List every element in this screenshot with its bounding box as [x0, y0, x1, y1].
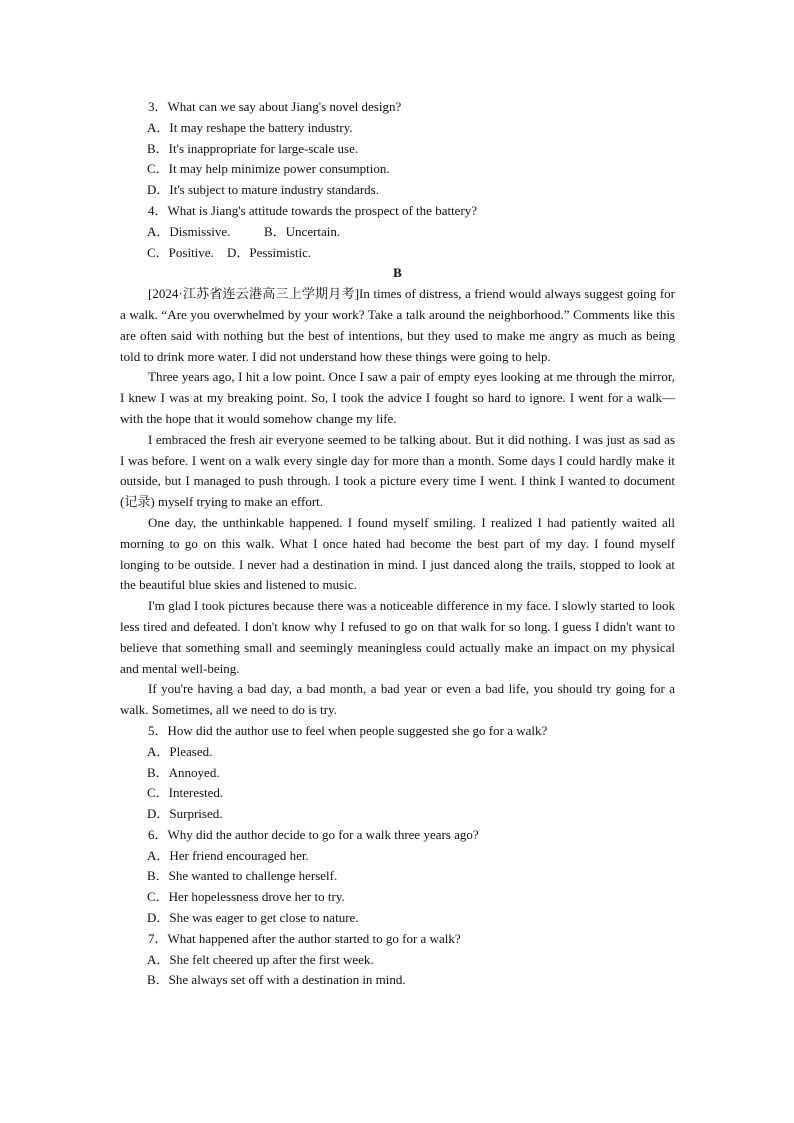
question-7-stem: 7．What happened after the author started to go for a walk?	[148, 930, 461, 946]
passage-paragraph-6: If you're having a bad day, a bad month, a bad year or even a bad life, you should try going for a walk. Sometimes, all we need to do is try.	[120, 681, 675, 718]
passage-paragraph-4: One day, the unthinkable happened. I found myself smiling. I realized I had patiently waited all morning to go on this walk. What I once hated had become the best part of my day. I found myself longing to be outside. I never had a destination in mind. I just danced along the trails, stopped to look at the beautiful blue skies and listened to music.	[120, 514, 675, 593]
question-4-option-a: A．Dismissive.	[147, 223, 231, 239]
passage-paragraph-3: I embraced the fresh air everyone seemed to be talking about. But it did nothing. I was just as sad as I was before. I went on a walk every single day for more than a month. Some days I could hardly make it outside, but I managed to push through. I took a picture every time I went. I think I wanted to document (记录) myself trying to make an effort.	[120, 431, 675, 510]
question-6-option-d: D．She was eager to get close to nature.	[147, 910, 359, 926]
passage-paragraph-5: I'm glad I took pictures because there was a noticeable difference in my face. I slowly started to look less tired and defeated. I don't know why I refused to go on that walk for so long. I guess I didn't want to believe that something small and seemingly meaningless could actually make an impact on my physical and mental well-being.	[120, 598, 675, 676]
question-4-stem: 4．What is Jiang's attitude towards the prospect of the battery?	[148, 202, 478, 218]
question-7-option-a: A．She felt cheered up after the first week.	[147, 951, 374, 967]
question-3-option-d: D．It's subject to mature industry standards.	[147, 182, 379, 198]
question-3-option-b: B．It's inappropriate for large-scale use.	[147, 140, 359, 156]
question-5-option-c: C．Interested.	[147, 785, 224, 801]
question-4-options-row-2	[120, 243, 675, 264]
passage-paragraph-2: Three years ago, I hit a low point. Once I saw a pair of empty eyes looking at me through the mirror, I knew I was at my breaking point. So, I took the advice I fought so hard to ignore. I went for a walk—with the hope that it would somehow change my life.	[120, 369, 675, 426]
question-5-option-a: A．Pleased.	[147, 743, 213, 759]
question-5-stem: 5．How did the author use to feel when people suggested she go for a walk?	[148, 722, 548, 738]
question-3-stem: 3．What can we say about Jiang's novel design?	[148, 99, 402, 114]
section-heading: B	[393, 265, 402, 281]
question-6-stem: 6．Why did the author decide to go for a walk three years ago?	[148, 826, 479, 842]
question-6-option-b: B．She wanted to challenge herself.	[147, 868, 338, 884]
question-6-option-a: A．Her friend encouraged her.	[147, 847, 309, 863]
question-4-options-row-1	[120, 222, 675, 243]
question-4-option-d: D．Pessimistic.	[227, 244, 312, 260]
document-page	[120, 97, 675, 991]
question-3-option-c: C．It may help minimize power consumption.	[147, 161, 390, 177]
question-4-option-b: B．Uncertain.	[264, 223, 341, 239]
question-5-option-b: B．Annoyed.	[147, 764, 220, 780]
question-3-option-a: A．It may reshape the battery industry.	[147, 119, 353, 135]
passage-paragraph-1: [2024·江苏省连云港高三上学期月考]In times of distress, a friend would always suggest going for a walk. “Are you overwhelmed by your work? Take a talk around the neighborhood.” Comments like this are often said with nothing but the best of intentions, but they used to make me angry as much as being told to drink more water. I did not understand how these things were going to help.	[120, 286, 675, 364]
question-6-option-c: C．Her hopelessness drove her to try.	[147, 889, 345, 905]
question-7-option-b: B．She always set off with a destination in mind.	[147, 972, 406, 988]
question-4-option-c: C．Positive.	[147, 244, 214, 260]
question-5-option-d: D．Surprised.	[147, 806, 223, 822]
